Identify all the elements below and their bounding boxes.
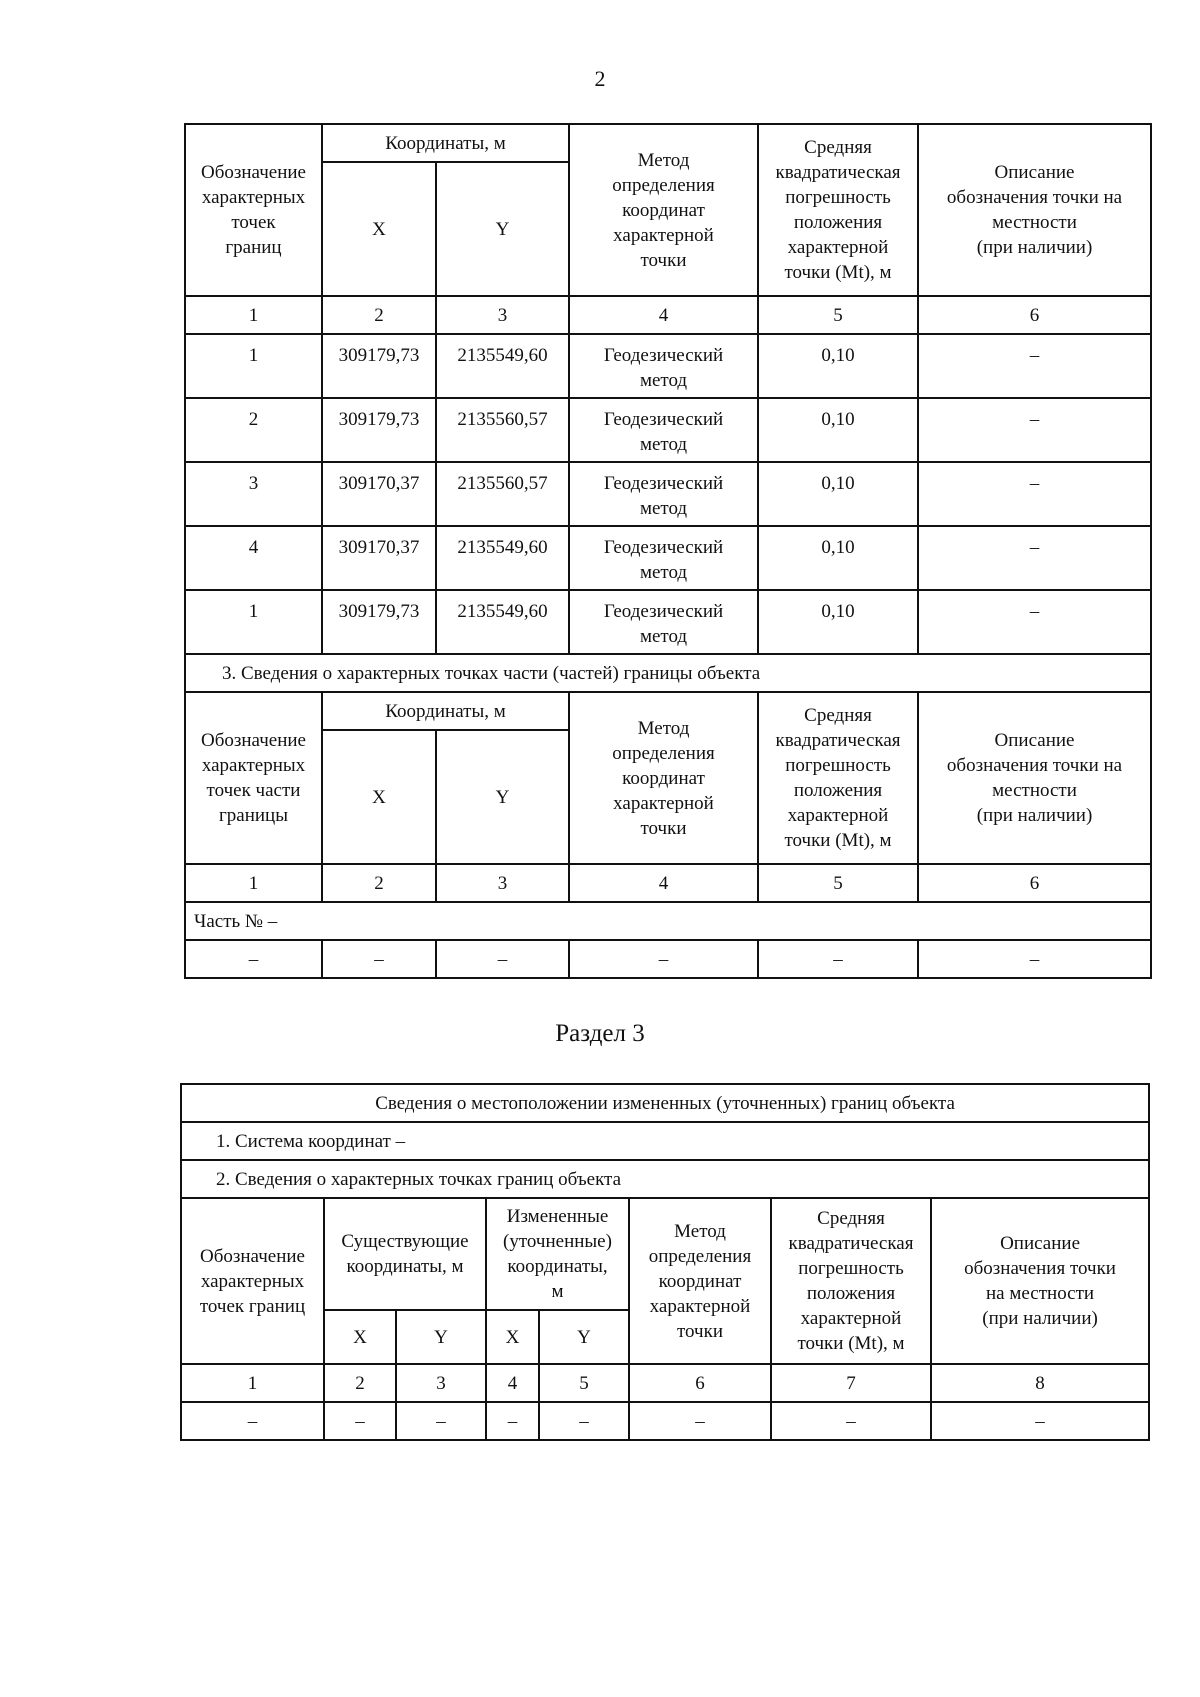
column-number: 5 <box>758 864 918 902</box>
method: Геодезический метод <box>569 334 758 398</box>
empty-cell: – <box>629 1402 771 1440</box>
method: Геодезический метод <box>569 526 758 590</box>
header-description: Описание обозначения точки на местности (при наличии) <box>918 124 1151 296</box>
column-number: 3 <box>436 296 569 334</box>
point-number: 4 <box>185 526 322 590</box>
table-row <box>185 526 1151 590</box>
header-y-changed: Y <box>539 1310 629 1364</box>
empty-cell: – <box>181 1402 324 1440</box>
description: – <box>918 526 1151 590</box>
description: – <box>918 334 1151 398</box>
header-error: Средняя квадратическая погрешность положения характерной точки (Mt), м <box>771 1198 931 1364</box>
column-number: 2 <box>324 1364 396 1402</box>
header-error: Средняя квадратическая погрешность положения характерной точки (Mt), м <box>758 692 918 864</box>
header-designation: Обозначение характерных точек части границы <box>185 692 322 864</box>
column-number: 8 <box>931 1364 1149 1402</box>
column-number-row <box>185 296 1151 334</box>
header-changed-coordinates: Измененные (уточненные) координаты, м <box>486 1198 629 1310</box>
method: Геодезический метод <box>569 398 758 462</box>
point-number: 1 <box>185 334 322 398</box>
column-number: 2 <box>322 296 436 334</box>
column-number: 5 <box>758 296 918 334</box>
method: Геодезический метод <box>569 462 758 526</box>
point-number: 1 <box>185 590 322 654</box>
coordinate-system: 1. Система координат – <box>181 1122 1149 1160</box>
header-coordinates: Координаты, м <box>322 692 569 730</box>
section-heading: Раздел 3 <box>555 1020 645 1047</box>
coordinate-y: 2135549,60 <box>436 526 569 590</box>
empty-cell: – <box>918 940 1151 978</box>
part-label: Часть № – <box>185 902 1151 940</box>
column-number: 2 <box>322 864 436 902</box>
description: – <box>918 590 1151 654</box>
column-number-row <box>181 1364 1149 1402</box>
page-number: 2 <box>594 66 606 91</box>
empty-cell: – <box>569 940 758 978</box>
error-value: 0,10 <box>758 462 918 526</box>
coordinate-x: 309179,73 <box>322 334 436 398</box>
header-method: Метод определения координат характерной точки <box>569 124 758 296</box>
column-number: 1 <box>181 1364 324 1402</box>
points-title: 2. Сведения о характерных точках границ объекта <box>181 1160 1149 1198</box>
header-coordinates: Координаты, м <box>322 124 569 162</box>
header-error: Средняя квадратическая погрешность положения характерной точки (Mt), м <box>758 124 918 296</box>
section-title: 3. Сведения о характерных точках части (частей) границы объекта <box>185 654 1151 692</box>
empty-cell: – <box>771 1402 931 1440</box>
table-row <box>185 590 1151 654</box>
table-title: Сведения о местоположении измененных (уточненных) границ объекта <box>181 1084 1149 1122</box>
header-x: X <box>322 730 436 864</box>
empty-cell: – <box>324 1402 396 1440</box>
column-number: 4 <box>486 1364 539 1402</box>
header-method: Метод определения координат характерной точки <box>569 692 758 864</box>
header-x-changed: X <box>486 1310 539 1364</box>
column-number: 4 <box>569 296 758 334</box>
empty-cell: – <box>539 1402 629 1440</box>
column-number: 4 <box>569 864 758 902</box>
coordinate-x: 309179,73 <box>322 590 436 654</box>
column-number: 1 <box>185 864 322 902</box>
header-y: Y <box>436 730 569 864</box>
empty-cell: – <box>486 1402 539 1440</box>
column-number: 1 <box>185 296 322 334</box>
column-number: 3 <box>396 1364 486 1402</box>
description: – <box>918 398 1151 462</box>
empty-cell: – <box>322 940 436 978</box>
coordinate-x: 309170,37 <box>322 526 436 590</box>
column-number: 6 <box>629 1364 771 1402</box>
error-value: 0,10 <box>758 590 918 654</box>
header-method: Метод определения координат характерной точки <box>629 1198 771 1364</box>
header-existing-coordinates: Существующие координаты, м <box>324 1198 486 1310</box>
coordinate-x: 309170,37 <box>322 462 436 526</box>
header-description: Описание обозначения точки на местности (при наличии) <box>931 1198 1149 1364</box>
column-number: 7 <box>771 1364 931 1402</box>
coordinate-y: 2135560,57 <box>436 398 569 462</box>
column-number: 6 <box>918 864 1151 902</box>
coordinate-y: 2135560,57 <box>436 462 569 526</box>
error-value: 0,10 <box>758 526 918 590</box>
table-row <box>181 1402 1149 1440</box>
coordinate-y: 2135549,60 <box>436 334 569 398</box>
empty-cell: – <box>931 1402 1149 1440</box>
header-x-existing: X <box>324 1310 396 1364</box>
column-number: 3 <box>436 864 569 902</box>
table-row <box>185 334 1151 398</box>
column-number: 6 <box>918 296 1151 334</box>
empty-cell: – <box>758 940 918 978</box>
header-x: X <box>322 162 436 296</box>
error-value: 0,10 <box>758 334 918 398</box>
point-number: 3 <box>185 462 322 526</box>
point-number: 2 <box>185 398 322 462</box>
table-row <box>185 462 1151 526</box>
boundary-points-table <box>184 123 1152 979</box>
coordinate-x: 309179,73 <box>322 398 436 462</box>
description: – <box>918 462 1151 526</box>
error-value: 0,10 <box>758 398 918 462</box>
changed-boundaries-table <box>180 1083 1150 1441</box>
coordinate-y: 2135549,60 <box>436 590 569 654</box>
column-number-row <box>185 864 1151 902</box>
header-y: Y <box>436 162 569 296</box>
table-row <box>185 940 1151 978</box>
method: Геодезический метод <box>569 590 758 654</box>
empty-cell: – <box>436 940 569 978</box>
empty-cell: – <box>185 940 322 978</box>
header-description: Описание обозначения точки на местности (при наличии) <box>918 692 1151 864</box>
header-y-existing: Y <box>396 1310 486 1364</box>
header-designation: Обозначение характерных точек границ <box>185 124 322 296</box>
table-row <box>185 398 1151 462</box>
column-number: 5 <box>539 1364 629 1402</box>
header-designation: Обозначение характерных точек границ <box>181 1198 324 1364</box>
empty-cell: – <box>396 1402 486 1440</box>
